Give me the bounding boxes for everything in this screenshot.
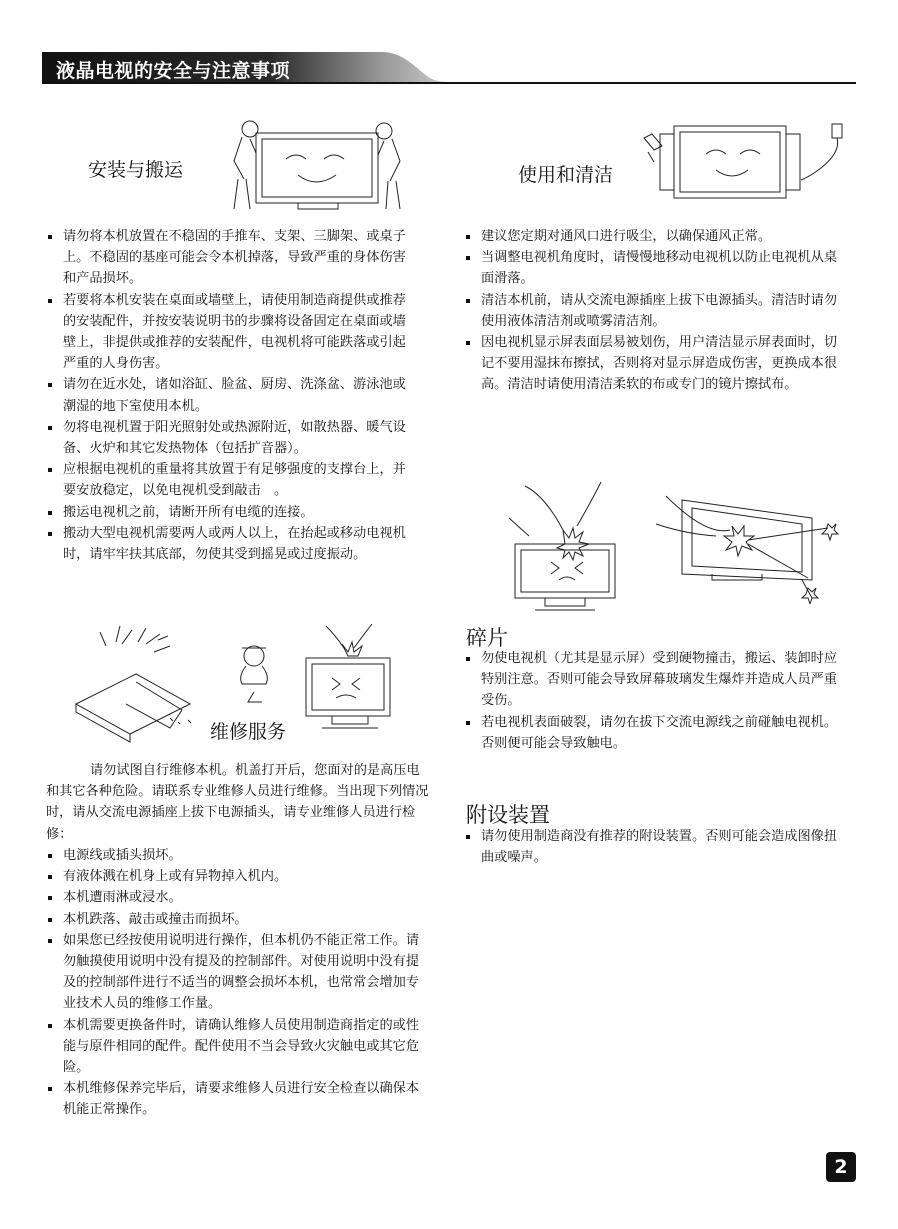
install-list	[46, 226, 418, 565]
list-item: 勿使电视机（尤其是显示屏）受到硬物撞击，搬运、装卸时应特别注意。否则可能会导致屏幕玻璃发生爆炸并造成人员严重受伤。	[464, 648, 840, 712]
tv-broken-screen-illustration	[505, 478, 625, 618]
list-item: 搬运电视机之前，请断开所有电缆的连接。	[46, 502, 418, 523]
two-men-carrying-tv-illustration	[228, 115, 408, 213]
install-heading: 安装与搬运	[88, 159, 184, 181]
tv-with-cleaning-spray-illustration	[640, 118, 850, 206]
service-list	[46, 845, 430, 1121]
page-title: 液晶电视的安全与注意事项	[56, 60, 291, 82]
list-item: 有液体溅在机身上或有异物掉入机内。	[46, 866, 430, 887]
page-number: 2	[826, 1152, 856, 1182]
list-item: 若要将本机安装在桌面或墙壁上，请使用制造商提供或推荐的安装配件，并按安装说明书的步骤将设备固定在桌面或墙壁上，非提供或推荐的安装配件，电视机将可能跌落或引起严重的人身伤害。	[46, 290, 418, 375]
list-item: 建议您定期对通风口进行吸尘，以确保通风正常。	[464, 226, 838, 247]
tv-impact-debris-illustration	[652, 484, 852, 604]
list-item: 本机跌落、敲击或撞击而损坏。	[46, 909, 430, 930]
accessories-list	[464, 826, 840, 868]
list-item: 搬动大型电视机需要两人或两人以上，在抬起或移动电视机时，请牢牢扶其底部，勿使其受到摇晃或过度振动。	[46, 523, 418, 565]
list-item: 请勿在近水处，诸如浴缸、脸盆、厨房、洗涤盆、游泳池或潮湿的地下室使用本机。	[46, 374, 418, 416]
fragments-heading: 碎片	[466, 626, 508, 650]
list-item: 因电视机显示屏表面层易被划伤，用户清洁显示屏表面时，切记不要用湿抹布擦拭，否则将对显示屏造成伤害，更换成本很高。清洁时请使用清洁柔软的布或专门的镜片擦拭布。	[464, 332, 838, 396]
list-item: 电源线或插头损坏。	[46, 845, 430, 866]
list-item: 请勿使用制造商没有推荐的附设装置。否则可能会造成图像扭曲或噪声。	[464, 826, 840, 868]
fragments-list	[464, 648, 840, 754]
list-item: 本机遭雨淋或浸水。	[46, 887, 430, 908]
list-item: 本机需要更换备件时，请确认维修人员使用制造商指定的或性能与原件相同的配件。配件使用不当会导致火灾触电或其它危险。	[46, 1015, 430, 1079]
list-item: 应根据电视机的重量将其放置于有足够强度的支撑台上，并要安放稳定，以免电视机受到敲击 。	[46, 459, 418, 501]
service-intro: 请勿试图自行维修本机。机盖打开后，您面对的是高压电和其它各种危险。请联系专业维修人员进行维修。当出现下列情况时，请从交流电源插座上拔下电源插头，请专业维修人员进行检修：	[46, 763, 429, 842]
list-item: 清洁本机前，请从交流电源插座上拔下电源插头。清洁时请勿使用液体清洁剂或喷雾清洁剂。	[464, 290, 838, 332]
usage-heading: 使用和清洁	[518, 164, 614, 186]
accessories-heading: 附设装置	[466, 803, 550, 827]
service-heading: 维修服务	[210, 721, 287, 743]
list-item: 本机维修保养完毕后，请要求维修人员进行安全检查以确保本机能正常操作。	[46, 1078, 430, 1120]
list-item: 请勿将本机放置在不稳固的手推车、支架、三脚架、或桌子上。不稳固的基座可能会令本机掉落，导致严重的身体伤害和产品损坏。	[46, 226, 418, 290]
usage-list	[464, 226, 838, 396]
list-item: 若电视机表面破裂，请勿在拔下交流电源线之前碰触电视机。否则便可能会导致触电。	[464, 712, 840, 754]
list-item: 勿将电视机置于阳光照射处或热源附近，如散热器、暖气设备、火炉和其它发热物体（包括扩音器）。	[46, 417, 418, 459]
list-item: 如果您已经按使用说明进行操作，但本机仍不能正常工作。请勿触摸使用说明中没有提及的控制部件。对使用说明中没有提及的控制部件进行不适当的调整会损坏本机，也常常会增加专业技术人员的维修工作量。	[46, 930, 430, 1015]
list-item: 当调整电视机角度时，请慢慢地移动电视机以防止电视机从桌面滑落。	[464, 247, 838, 289]
